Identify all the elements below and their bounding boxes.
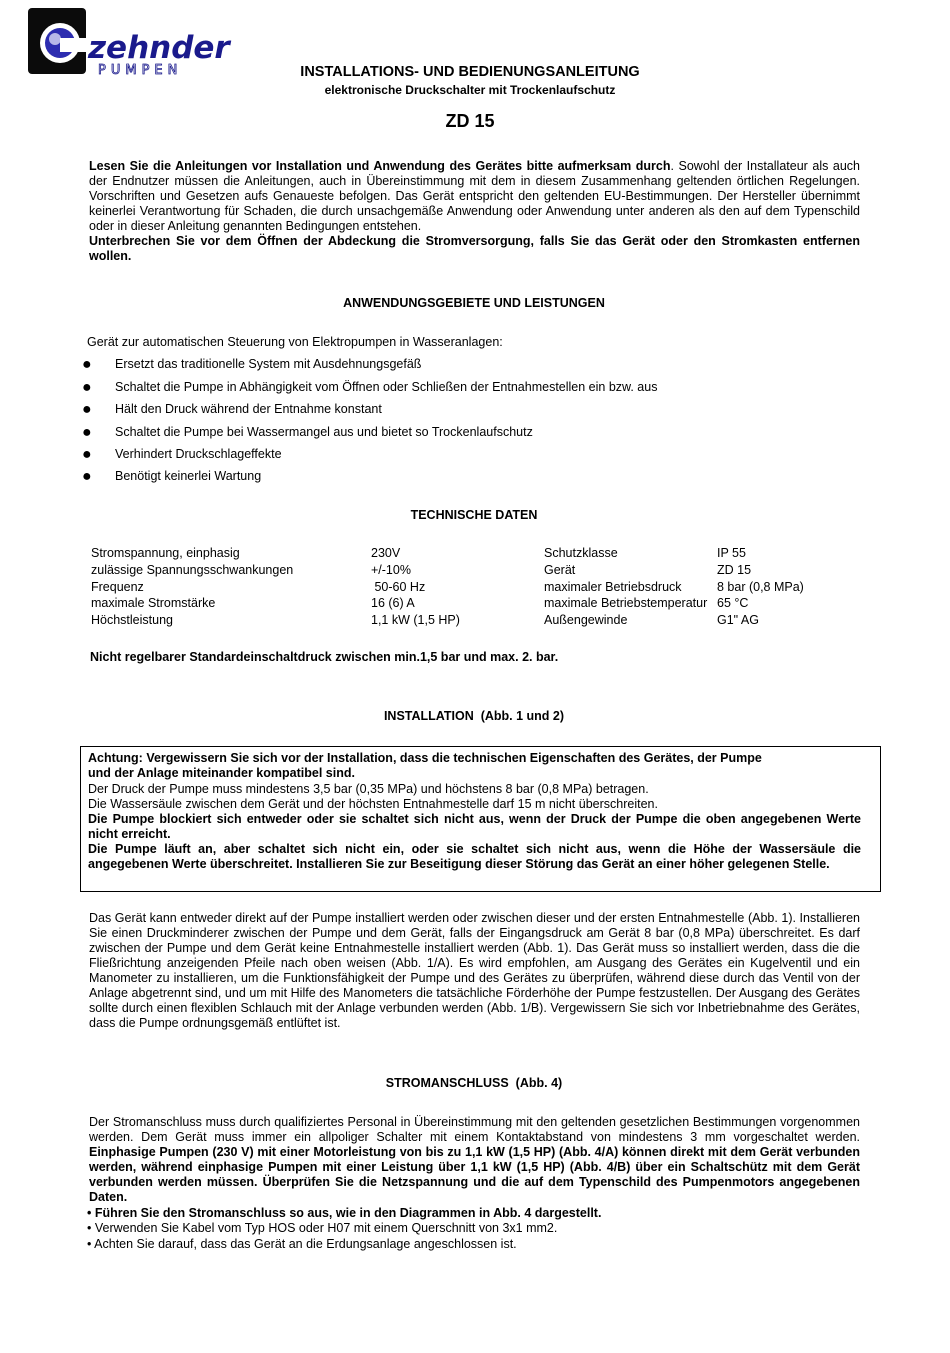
logo-sub-text: PUMPEN — [98, 63, 183, 78]
table-cell: ZD 15 — [717, 563, 752, 577]
intro-warning: Unterbrechen Sie vor dem Öffnen der Abdeckung die Stromversorgung, falls Sie das Gerät oder den Stromkasten entfernen wollen. — [89, 234, 860, 263]
table-cell: Stromspannung, einphasig — [91, 546, 240, 560]
table-cell: Außengewinde — [544, 613, 628, 627]
document-subtitle: elektronische Druckschalter mit Trockenlaufschutz — [324, 83, 616, 97]
power-bold-text: Einphasige Pumpen (230 V) mit einer Motorleistung von bis zu 1,1 kW (1,5 HP) (Abb. 4/A) können direkt mit dem Gerät verbunden werden, während einphasige Pumpen mit einer Leistung über 1,1 kW (1,5 HP) (Abb. 4/B) über ein Schaltschütz mit dem Gerät verbunden werden müssen. Überprüfen Sie die Netzspannung und die auf dem Typenschild des Pumpenmotors angegebenen Daten. — [89, 1145, 860, 1204]
table-cell: 16 (6) A — [371, 596, 415, 610]
table-cell: G1" AG — [717, 613, 759, 627]
applications-lead: Gerät zur automatischen Steuerung von Elektropumpen in Wasseranlagen: — [87, 335, 503, 349]
table-cell: 65 °C — [717, 596, 749, 610]
table-cell: maximale Betriebstemperatur — [544, 596, 708, 610]
table-cell: Gerät — [544, 563, 576, 577]
bullet-icon: ● — [82, 401, 92, 418]
document-title: INSTALLATIONS- UND BEDIENUNGSANLEITUNG — [300, 64, 640, 80]
applications-heading: ANWENDUNGSGEBIETE UND LEISTUNGEN — [343, 296, 605, 310]
tech-table — [0, 546, 950, 628]
table-cell: 8 bar (0,8 MPa) — [717, 580, 804, 594]
intro-bold-lead: Lesen Sie die Anleitungen vor Installation und Anwendung des Gerätes bitte aufmerksam durch — [89, 159, 671, 173]
installation-warning-box — [80, 746, 881, 892]
power-bullet: • Führen Sie den Stromanschluss so aus, wie in den Diagrammen in Abb. 4 dargestellt. — [87, 1206, 602, 1220]
table-cell: Höchstleistung — [91, 613, 173, 627]
blocking-warning: Die Pumpe blockiert sich entweder oder sie schaltet sich nicht aus, wenn der Druck der Pumpe die oben angegebenen Werte nicht erreicht. — [88, 812, 861, 841]
tech-note: Nicht regelbarer Standardeinschaltdruck zwischen min.1,5 bar und max. 2. bar. — [90, 650, 559, 664]
bullet-icon: ● — [82, 468, 92, 485]
power-bullet: • Verwenden Sie Kabel vom Typ HOS oder H07 mit einem Querschnitt von 3x1 mm2. — [87, 1221, 558, 1235]
table-cell: zulässige Spannungsschwankungen — [91, 563, 294, 577]
bullet-icon: ● — [82, 379, 92, 396]
table-cell: Schutzklasse — [544, 546, 618, 560]
table-cell: Frequenz — [91, 580, 144, 594]
bullet-icon: ● — [82, 446, 92, 463]
table-cell: maximaler Betriebsdruck — [544, 580, 682, 594]
bullet-icon: ● — [82, 424, 92, 441]
power-heading: STROMANSCHLUSS (Abb. 4) — [385, 1076, 563, 1090]
table-cell: 50-60 Hz — [371, 580, 426, 594]
installation-heading: INSTALLATION (Abb. 1 und 2) — [383, 709, 565, 723]
attention-text: Achtung: Vergewissern Sie sich vor der Installation, dass die technischen Eigenschaften des Gerätes, der Pumpe und der Anlage miteinander kompatibel sind. — [88, 751, 762, 780]
power-text: Der Stromanschluss muss durch qualifiziertes Personal in Übereinstimmung mit den geltenden gesetzlichen Bestimmungen vorgenommen werden. Dem Gerät muss immer ein allpoliger Schalter mit einem Kontaktabstand von mindestens 3 mm vorgeschaltet werden. — [89, 1115, 860, 1144]
table-cell: 230V — [371, 546, 401, 560]
pressure-requirement: Der Druck der Pumpe muss mindestens 3,5 bar (0,35 MPa) und höchstens 8 bar (0,8 MPa) betragen. — [88, 782, 649, 796]
tech-heading: TECHNISCHE DATEN — [410, 508, 538, 522]
power-paragraph — [89, 1115, 860, 1205]
table-cell: 1,1 kW (1,5 HP) — [371, 613, 460, 627]
water-column-warning: Die Pumpe läuft an, aber schaltet sich nicht ein, oder sie schaltet sich nicht aus, wenn die Höhe der Wassersäule die angegebenen Werte überschreitet. Installieren Sie zur Beseitigung dieser Störung das Gerät an einer höher gelegenen Stelle. — [88, 842, 861, 871]
table-cell: +/-10% — [371, 563, 411, 577]
intro-text: . Sowohl der Installateur als auch der Endnutzer müssen die Anleitungen, auch in Übereinstimmung mit dem in diesem Zusammenhang geltenden örtlichen Regelungen. Vorschriften und Gesetzen aufs Genaueste befolgen. Das Gerät entspricht den geltenden EU-Bestimmungen. Der Hersteller übernimmt keinerlei Verantwortung für Schaden, die durch unsachgemäße Anwendung oder Anwendung unter anderen als den auf dem Typenschild oder in dieser Anleitung genannten Bedingungen entstehen. — [89, 159, 860, 233]
model-name: ZD 15 — [445, 111, 495, 131]
intro-paragraph — [89, 159, 860, 234]
installation-paragraph: Das Gerät kann entweder direkt auf der Pumpe installiert werden oder zwischen dieser und der ersten Entnahmestelle (Abb. 1). Installieren Sie einen Druckminderer zwischen der Pumpe und dem Gerät, falls der Eingangsdruck am Gerät 8 bar (0,8 MPa) überschreitet. Es darf zwischen der Pumpe und dem Gerät keine Entnahmestelle installiert werden (Abb. 1). Das Gerät muss so installiert werden, dass die die Fließrichtung anzeigenden Pfeile nach oben weisen (Abb. 1/A). Es wird empfohlen, am Ausgang des Gerätes ein Kugelventil und ein Manometer zu installieren, um die Funktionsfähigkeit der Pumpe und des Gerätes zu überprüfen, während diese durch das Ventil von der Anlage abgetrennt sind, und um mit Hilfe des Manometers die tatsächliche Förderhöhe der Pumpe festzustellen. Der Ausgang des Gerätes sollte durch einen flexiblen Schlauch mit der Anlage verbunden werden (Abb. 1/B). Vergewissern Sie sich vor Inbetriebnahme des Gerätes, dass die Pumpe ordnungsgemäß entlüftet ist. — [89, 911, 860, 1030]
logo-brand-text: zehnder — [88, 30, 230, 66]
power-bullet: • Achten Sie darauf, dass das Gerät an die Erdungsanlage angeschlossen ist. — [87, 1237, 517, 1251]
table-cell: maximale Stromstärke — [91, 596, 216, 610]
table-cell: IP 55 — [717, 546, 746, 560]
water-column-requirement: Die Wassersäule zwischen dem Gerät und der höchsten Entnahmestelle darf 15 m nicht überschreiten. — [88, 797, 658, 811]
bullet-icon: ● — [82, 356, 92, 373]
